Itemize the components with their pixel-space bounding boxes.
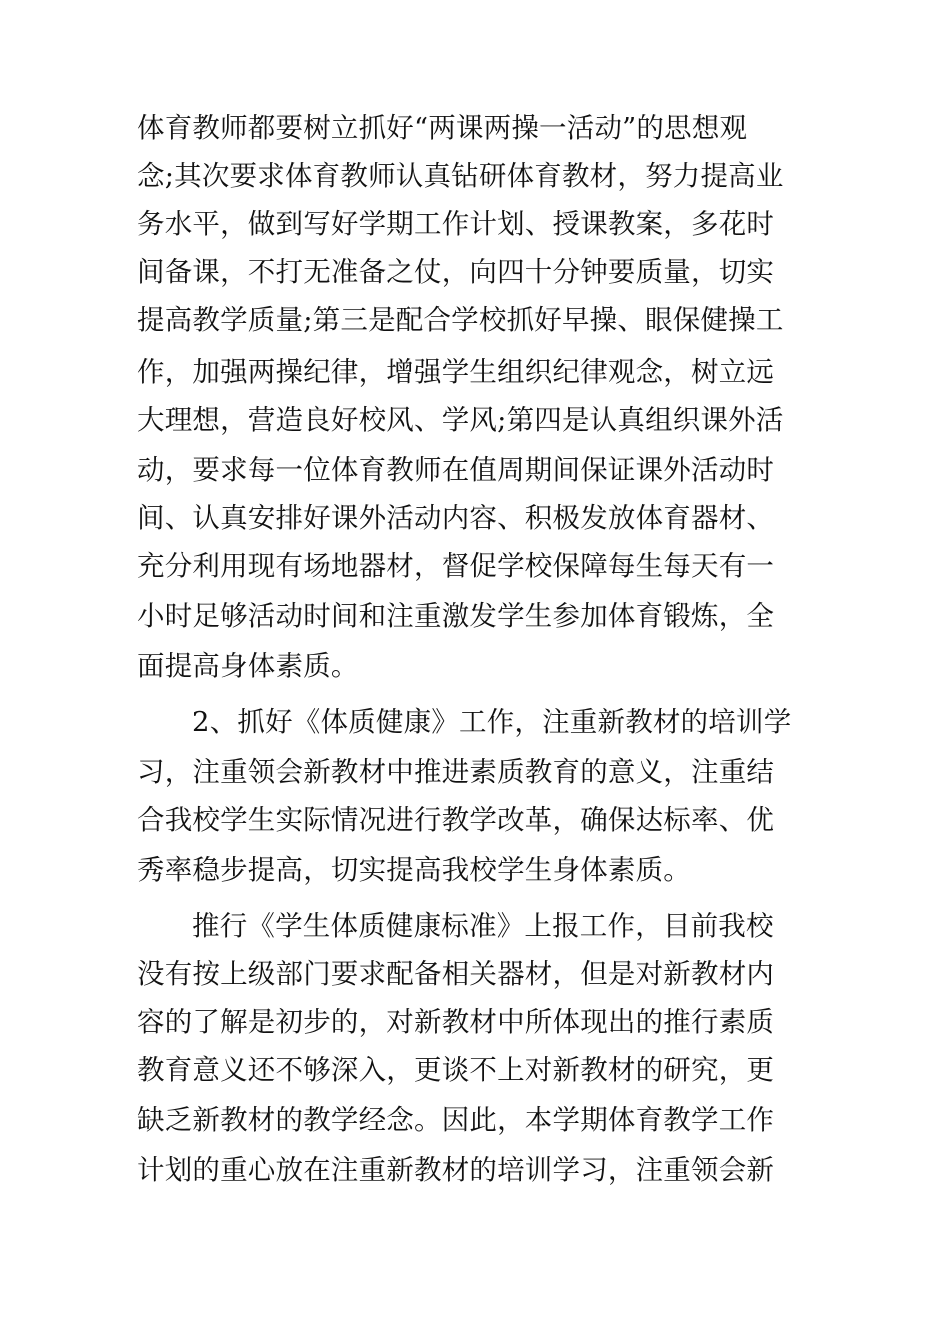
text-line: 作，加强两操纪律，增强学生组织纪律观念，树立远 <box>137 356 775 388</box>
text-line: 务水平，做到写好学期工作计划、授课教案，多花时 <box>137 208 775 240</box>
text-line: 体育教师都要树立抓好“两课两操一活动”的思想观 <box>137 112 748 144</box>
text-line: 念;其次要求体育教师认真钻研体育教材，努力提高业 <box>137 160 784 192</box>
text-line: 计划的重心放在注重新教材的培训学习，注重领会新 <box>137 1154 775 1186</box>
text-line: 缺乏新教材的教学经念。因此，本学期体育教学工作 <box>137 1104 775 1136</box>
text-line: 间备课，不打无准备之仗，向四十分钟要质量，切实 <box>137 256 775 288</box>
text-line: 小时足够活动时间和注重激发学生参加体育锻炼，全 <box>137 600 775 632</box>
paragraph-end-line: 秀率稳步提高，切实提高我校学生身体素质。 <box>137 854 691 886</box>
text-line: 间、认真安排好课外活动内容、积极发放体育器材、 <box>137 502 775 534</box>
text-line: 动，要求每一位体育教师在值周期间保证课外活动时 <box>137 454 775 486</box>
text-line: 教育意义还不够深入，更谈不上对新教材的研究，更 <box>137 1054 775 1086</box>
text-line: 提高教学质量;第三是配合学校抓好早操、眼保健操工 <box>137 304 784 336</box>
paragraph-end-line: 面提高身体素质。 <box>137 650 359 682</box>
text-line: 大理想，营造良好校风、学风;第四是认真组织课外活 <box>137 404 784 436</box>
text-line: 容的了解是初步的，对新教材中所体现出的推行素质 <box>137 1006 775 1038</box>
text-line: 合我校学生实际情况进行教学改革，确保达标率、优 <box>137 804 775 836</box>
paragraph-start-line: 推行《学生体质健康标准》上报工作，目前我校 <box>192 910 774 942</box>
text-line: 充分利用现有场地器材，督促学校保障每生每天有一 <box>137 550 775 582</box>
text-line: 习，注重领会新教材中推进素质教育的意义，注重结 <box>137 756 775 788</box>
text-line: 没有按上级部门要求配备相关器材，但是对新教材内 <box>137 958 775 990</box>
paragraph-start-line: 2、抓好《体质健康》工作，注重新教材的培训学 <box>192 706 792 738</box>
